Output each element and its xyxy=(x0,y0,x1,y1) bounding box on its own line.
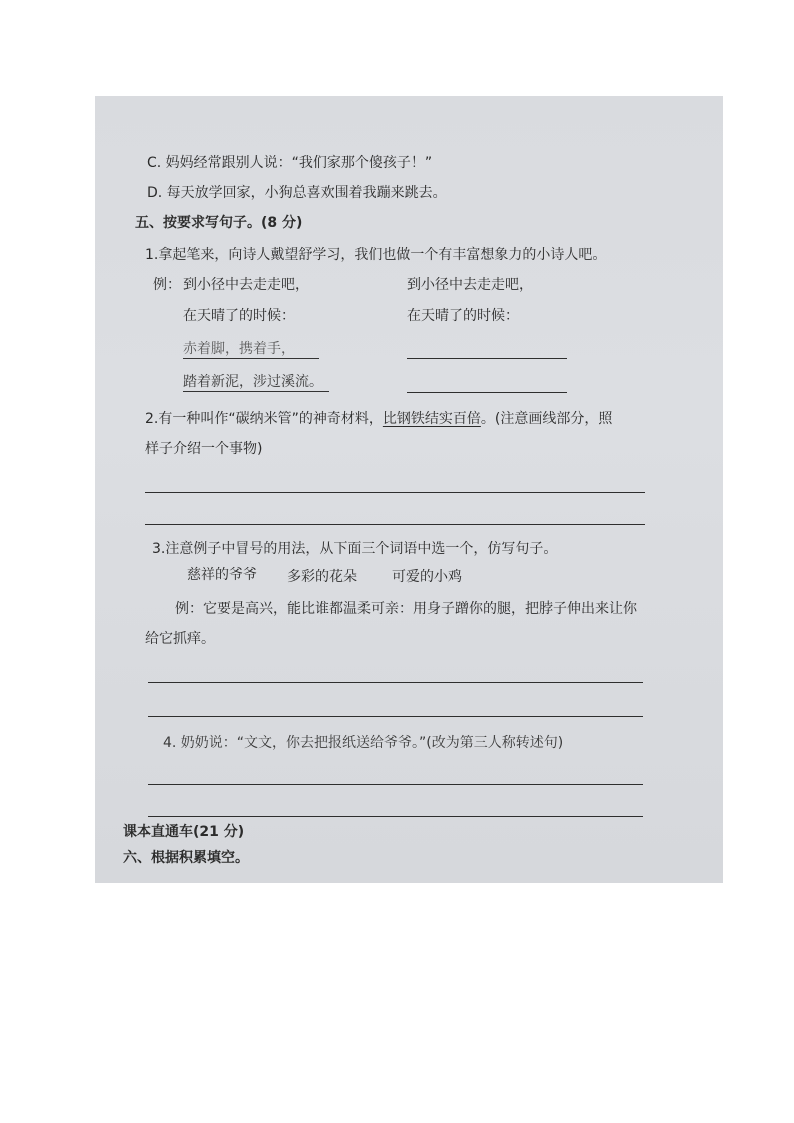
example-label: 例： xyxy=(153,277,181,293)
poem-left-line-4-text: 踏着新泥，涉过溪流。 xyxy=(183,374,329,392)
poem-left-line-4 xyxy=(183,373,329,391)
poem-right-line-1: 到小径中去走走吧， xyxy=(407,277,533,293)
question-2-suffix: 。(注意画线部分，照 xyxy=(480,411,613,427)
poem-answer-line-2[interactable] xyxy=(407,392,567,393)
question-1: 1.拿起笔来，向诗人戴望舒学习，我们也做一个有丰富想象力的小诗人吧。 xyxy=(145,247,607,263)
poem-left-line-3 xyxy=(183,340,319,358)
poem-left-line-3-text: 赤着脚，携着手， xyxy=(183,341,319,359)
q3-answer-line-2[interactable] xyxy=(148,716,643,717)
question-3: 3.注意例子中冒号的用法，从下面三个词语中选一个，仿写句子。 xyxy=(152,541,558,557)
question-2 xyxy=(145,410,612,428)
q3-answer-line-1[interactable] xyxy=(148,682,643,683)
question-2-prefix: 2.有一种叫作“碳纳米管”的神奇材料， xyxy=(145,411,383,427)
question-2-underlined: 比钢铁结实百倍 xyxy=(382,411,481,427)
option-d: D. 每天放学回家，小狗总喜欢围着我蹦来跳去。 xyxy=(147,185,447,201)
exam-page xyxy=(95,96,723,883)
q3-word-1: 慈祥的爷爷 xyxy=(187,567,257,583)
q3-word-3: 可爱的小鸡 xyxy=(392,569,462,585)
q3-example-line-2: 给它抓痒。 xyxy=(145,631,215,647)
q3-example-line-1: 例：它要是高兴，能比谁都温柔可亲：用身子蹭你的腿，把脖子伸出来让你 xyxy=(175,601,637,617)
poem-left-line-2: 在天晴了的时候： xyxy=(183,308,295,324)
q2-answer-line-1[interactable] xyxy=(145,492,645,493)
q3-word-2: 多彩的花朵 xyxy=(287,569,357,585)
section5-title: 五、按要求写句子。(8 分) xyxy=(135,215,303,231)
poem-answer-line-1[interactable] xyxy=(407,358,567,359)
poem-left-line-1: 到小径中去走走吧， xyxy=(183,277,309,293)
textbook-section-title: 课本直通车(21 分) xyxy=(123,824,245,840)
question-2-line-2: 样子介绍一个事物) xyxy=(145,441,263,457)
q4-answer-line-1[interactable] xyxy=(148,784,643,785)
poem-right-line-2: 在天晴了的时候： xyxy=(407,308,519,324)
q2-answer-line-2[interactable] xyxy=(145,524,645,525)
option-c: C. 妈妈经常跟别人说：“我们家那个傻孩子！” xyxy=(147,155,433,171)
q4-answer-line-2[interactable] xyxy=(148,816,643,817)
question-4: 4. 奶奶说：“文文，你去把报纸送给爷爷。”(改为第三人称转述句) xyxy=(163,735,564,751)
section6-title: 六、根据积累填空。 xyxy=(123,850,249,866)
